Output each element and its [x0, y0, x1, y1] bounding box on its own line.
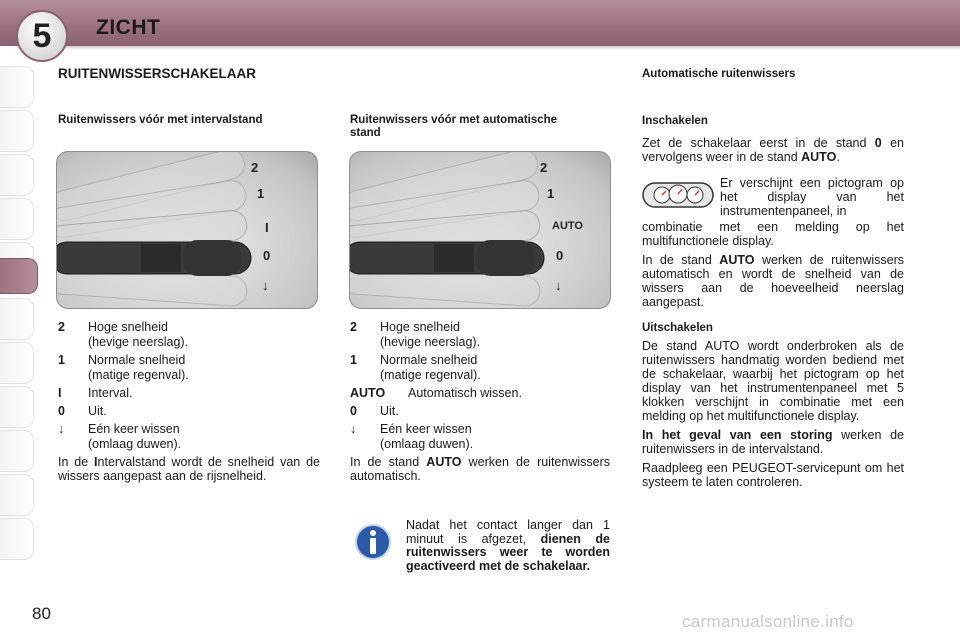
list-item: 2 Hoge snelheid (hevige neerslag). — [350, 320, 481, 349]
instrument-cluster-icon — [642, 180, 714, 210]
wiper-stalk-figure-auto — [349, 151, 611, 309]
list-item: 2 Hoge snelheid (hevige neerslag). — [58, 320, 189, 349]
raadpleeg-text: Raadpleeg een PEUGEOT-servicepunt om het systeem te laten controleren. — [642, 461, 904, 489]
side-tab-2[interactable] — [0, 110, 34, 152]
auto-text: In de stand AUTO werken de ruitenwissers automatisch en wordt de snelheid van de wissers aan de hoeveelheid neerslag aangepast. — [642, 253, 905, 309]
pictogram-block — [642, 176, 904, 218]
right-column — [642, 114, 904, 494]
side-tab-3[interactable] — [0, 154, 34, 196]
list-item: I Interval. — [58, 386, 133, 400]
section-title: RUITENWISSERSCHAKELAAR — [58, 66, 257, 81]
list-item: ↓ Eén keer wissen (omlaag duwen). — [58, 422, 182, 451]
list-item: 0 Uit. — [350, 404, 399, 418]
uitschakelen-text: De stand AUTO wordt onderbroken als de ruitenwissers handmatig worden bediend met de schakelaar, waarbij het pictogram op het display van het instrumentenpaneel met 5 klokken verschijnt in combinatie met een melding op het multifunctionele display. — [642, 339, 904, 423]
figure-label-1: 1 — [547, 186, 555, 201]
side-tab-12[interactable] — [0, 518, 34, 560]
pictogram-text: Er verschijnt een pictogram op het display van het instrumentenpaneel, in — [720, 176, 904, 218]
side-tab-6-active[interactable] — [0, 258, 38, 294]
info-note: Nadat het contact langer dan 1 minuut is afgezet, dienen de ruitenwissers weer te worden geactiveerd met de schakelaar. — [406, 518, 610, 573]
figure-label-1: 1 — [257, 186, 265, 201]
col2-heading: Ruitenwissers vóór met automatische stand — [350, 114, 558, 139]
inschakelen-text: Zet de schakelaar eerst in de stand 0 en vervolgens weer in de stand AUTO. — [642, 136, 904, 164]
figure-label-2: 2 — [540, 160, 548, 175]
watermark: carmanualsonline.info — [682, 612, 854, 631]
side-tab-1[interactable] — [0, 66, 34, 108]
side-tab-4[interactable] — [0, 198, 34, 240]
list-item: 0 Uit. — [58, 404, 107, 418]
right-section-title: Automatische ruitenwissers — [642, 68, 796, 80]
chapter-title: ZICHT — [96, 16, 161, 39]
storing-text: In het geval van een storing werken de ruitenwissers in de intervalstand. — [642, 428, 904, 456]
side-tab-9[interactable] — [0, 386, 34, 428]
wiper-stalk-illustration — [57, 152, 318, 309]
figure-label-auto: AUTO — [552, 220, 583, 232]
col1-paragraph: In de Intervalstand wordt de snelheid van de wissers aangepast aan de rijsnelheid. — [58, 455, 320, 483]
wiper-stalk-figure-interval — [56, 151, 318, 309]
col1-heading: Ruitenwissers vóór met intervalstand — [58, 114, 263, 126]
side-tab-8[interactable] — [0, 342, 34, 384]
list-item: 1 Normale snelheid (matige regenval). — [58, 353, 189, 382]
col2-paragraph: In de stand AUTO werken de ruitenwissers automatisch. — [350, 455, 611, 483]
side-tab-7[interactable] — [0, 298, 34, 340]
uitschakelen-heading: Uitschakelen — [642, 322, 713, 334]
figure-label-0: 0 — [263, 248, 271, 263]
pictogram-continuation: combinatie met een melding op het multifunctionele display. — [642, 220, 904, 248]
header-shadow — [60, 46, 960, 50]
page-number: 80 — [32, 604, 51, 623]
list-item: AUTO Automatisch wissen. — [350, 386, 522, 400]
list-item: ↓ Eén keer wissen (omlaag duwen). — [350, 422, 474, 451]
side-tabs — [0, 66, 40, 576]
info-icon — [355, 522, 391, 562]
inschakelen-heading: Inschakelen — [642, 115, 708, 127]
figure-label-down: ↓ — [555, 278, 562, 293]
chapter-number-badge: 5 — [16, 10, 68, 62]
figure-label-down: ↓ — [262, 278, 269, 293]
list-item: 1 Normale snelheid (matige regenval). — [350, 353, 481, 382]
figure-label-0: 0 — [556, 248, 564, 263]
figure-label-i: I — [265, 220, 269, 235]
side-tab-10[interactable] — [0, 430, 34, 472]
col1-positions-list — [58, 320, 320, 483]
side-tab-11[interactable] — [0, 474, 34, 516]
col2-positions-list — [350, 320, 610, 483]
figure-label-2: 2 — [251, 160, 259, 175]
